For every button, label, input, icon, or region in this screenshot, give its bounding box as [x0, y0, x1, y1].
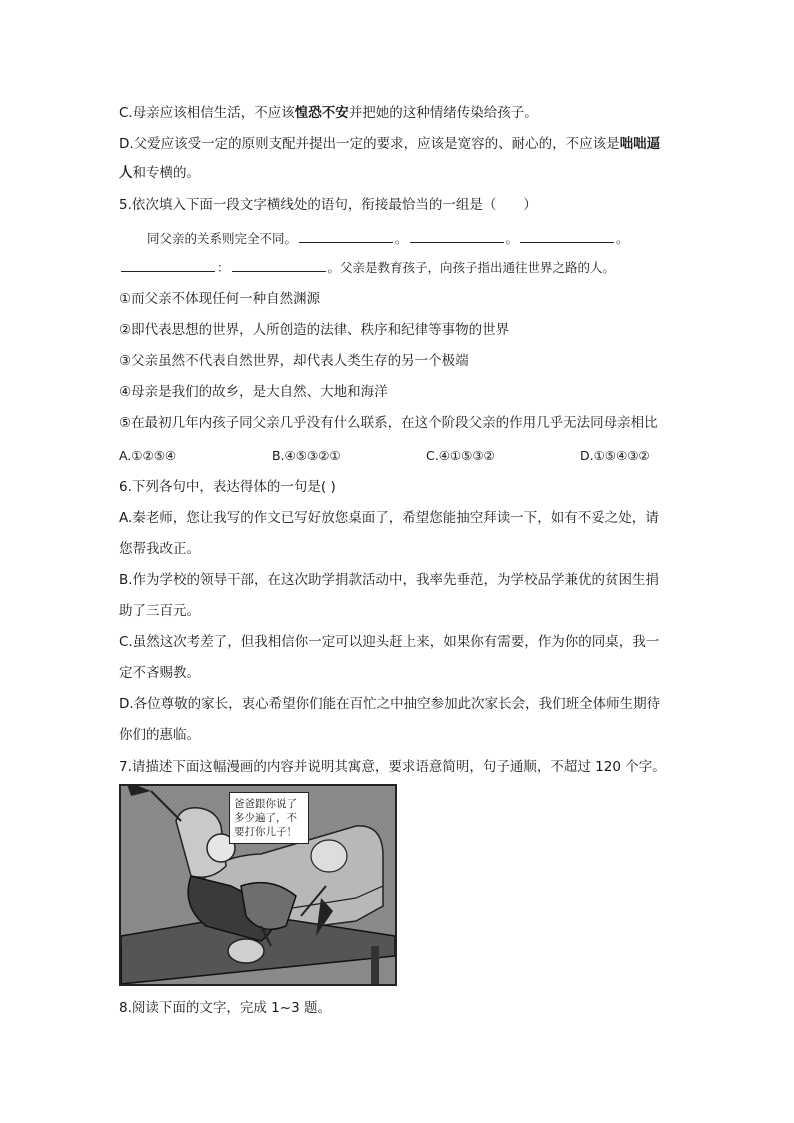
bold-word: 咄咄逼 [619, 136, 661, 152]
bold-word: 人 [119, 165, 133, 181]
speech-bubble: 爸爸跟你说了多少遍了，不要打你儿子！ [229, 792, 309, 844]
passage-text: 同父亲的关系则完全不同。 [147, 231, 298, 246]
q6-option-a-2: 您帮我改正。 [119, 541, 200, 557]
q6-option-a-1: A.秦老师，您让我写的作文已写好放您桌面了，希望您能抽空拜读一下，如有不妥之处，请 [119, 510, 659, 526]
option-d-line-2 [119, 163, 200, 183]
question-5: 5.依次填入下面一段文字横线处的语句，衔接最恰当的一组是（ ） [119, 197, 537, 213]
q6-option-c-1: C.虽然这次考差了，但我相信你一定可以迎头赶上来，如果你有需要，作为你的同桌，我一 [119, 634, 660, 650]
blank-4 [121, 259, 215, 272]
blank-2 [410, 230, 504, 243]
q6-option-d-2: 你们的惠临。 [119, 727, 200, 743]
sentence-3: ③父亲虽然不代表自然世界，却代表人类生存的另一个极端 [119, 353, 469, 369]
q5-option-a: A.①②⑤④ [119, 448, 177, 463]
q6-option-c-2: 定不吝赐教。 [119, 665, 200, 681]
colon: ： [217, 260, 230, 275]
passage-text: 。父亲是教育孩子，向孩子指出通往世界之路的人。 [327, 260, 616, 275]
bold-word: 惶恐不安 [294, 105, 349, 121]
q5-option-d: D.①⑤④③② [580, 448, 650, 463]
blank-5 [232, 259, 326, 272]
text: 和专横的。 [132, 165, 200, 181]
q5-option-c: C.④①⑤③② [426, 448, 495, 463]
question-7: 7.请描述下面这幅漫画的内容并说明其寓意，要求语意简明，句子通顺，不超过 120 个字。 [119, 759, 666, 775]
sep: 。 [616, 231, 629, 246]
sep: 。 [395, 231, 408, 246]
q5-passage-line-2 [119, 258, 615, 278]
sentence-4: ④母亲是我们的故乡，是大自然、大地和海洋 [119, 384, 388, 400]
q6-option-b-2: 助了三百元。 [119, 603, 200, 619]
cartoon-image [119, 784, 397, 986]
text: D.父爱应该受一定的原则支配并提出一定的要求，应该是宽容的、耐心的，不应该是 [119, 136, 620, 152]
sentence-1: ①而父亲不体现任何一种自然渊源 [119, 291, 321, 307]
text: 并把她的这种情绪传染给孩子。 [348, 105, 538, 121]
text: C.母亲应该相信生活，不应该 [119, 105, 295, 121]
q5-option-b: B.④⑤③②① [272, 448, 341, 463]
q6-option-b-1: B.作为学校的领导干部，在这次助学捐款活动中，我率先垂范，为学校品学兼优的贫困生捐 [119, 572, 660, 588]
q5-passage-line-1 [147, 229, 629, 249]
blank-1 [299, 230, 393, 243]
question-6: 6.下列各句中，表达得体的一句是( ) [119, 479, 336, 495]
q6-option-d-1: D.各位尊敬的家长，衷心希望你们能在百忙之中抽空参加此次家长会，我们班全体师生期待 [119, 696, 661, 712]
question-8: 8.阅读下面的文字，完成 1~3 题。 [119, 1000, 331, 1016]
sentence-2: ②即代表思想的世界，人所创造的法律、秩序和纪律等事物的世界 [119, 322, 510, 338]
option-d-line-1 [119, 134, 660, 154]
sentence-5: ⑤在最初几年内孩子同父亲几乎没有什么联系，在这个阶段父亲的作用几乎无法同母亲相比 [119, 415, 658, 431]
blank-3 [520, 230, 614, 243]
option-c-line [119, 103, 538, 123]
sep: 。 [505, 231, 519, 246]
